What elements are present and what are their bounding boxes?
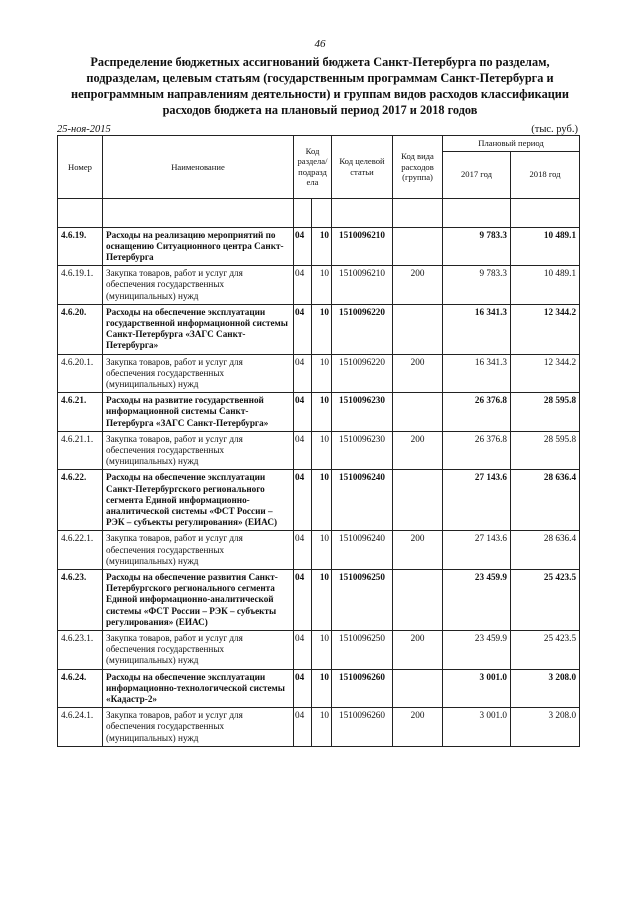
cell-name: Расходы на обеспечение развития Санкт-Петербургского регионального сегмента Единой информационно-аналитической системы «ФСТ России – РЭК – субъекты регулирования» (ЕИАС) xyxy=(103,569,294,630)
table-row xyxy=(58,531,580,570)
cell-subsection: 10 xyxy=(312,531,332,570)
cell-number: 4.6.19. xyxy=(58,227,103,266)
cell-2017: 9 783.3 xyxy=(443,266,511,305)
cell-2017: 23 459.9 xyxy=(443,569,511,630)
cell-article: 1510096210 xyxy=(332,227,393,266)
cell-section: 04 xyxy=(294,431,312,470)
cell-name: Закупка товаров, работ и услуг для обеспечения государственных (муниципальных) нужд xyxy=(103,431,294,470)
table-row xyxy=(58,393,580,432)
cell-group: 200 xyxy=(393,531,443,570)
cell-name: Закупка товаров, работ и услуг для обеспечения государственных (муниципальных) нужд xyxy=(103,266,294,305)
cell-2017: 27 143.6 xyxy=(443,531,511,570)
cell-name: Расходы на обеспечение эксплуатации государственной информационной системы Санкт-Петербурга «ЗАГС Санкт-Петербурга» xyxy=(103,304,294,354)
document-title: Распределение бюджетных ассигнований бюджета Санкт-Петербурга по разделам, подразделам, целевым статьям (государственным программам Санкт-Петербурга и непрограммным направлениям деятельности) и группам видов расходов классификации расходов бюджета на плановый период 2017 и 2018 годов xyxy=(71,55,569,117)
cell-subsection: 10 xyxy=(312,304,332,354)
cell-article: 1510096240 xyxy=(332,470,393,531)
cell-group xyxy=(393,470,443,531)
cell-subsection: 10 xyxy=(312,470,332,531)
cell-subsection: 10 xyxy=(312,431,332,470)
cell-group xyxy=(393,304,443,354)
budget-table xyxy=(57,135,580,747)
table-row xyxy=(58,470,580,531)
table-row xyxy=(58,631,580,670)
table-body xyxy=(58,198,580,746)
table-row xyxy=(58,354,580,393)
cell-2017: 23 459.9 xyxy=(443,631,511,670)
cell-2018: 10 489.1 xyxy=(511,266,580,305)
table-row xyxy=(58,669,580,708)
units-label: (тыс. руб.) xyxy=(531,124,578,135)
cell-article: 1510096220 xyxy=(332,354,393,393)
cell-section: 04 xyxy=(294,227,312,266)
cell-article: 1510096250 xyxy=(332,631,393,670)
cell-section: 04 xyxy=(294,393,312,432)
cell-group xyxy=(393,393,443,432)
cell-group: 200 xyxy=(393,631,443,670)
cell-subsection: 10 xyxy=(312,569,332,630)
document-date: 25-ноя-2015 xyxy=(57,124,111,135)
cell-number: 4.6.23.1. xyxy=(58,631,103,670)
cell-group xyxy=(393,227,443,266)
cell-2018: 3 208.0 xyxy=(511,669,580,708)
cell-section: 04 xyxy=(294,708,312,747)
cell-number: 4.6.21. xyxy=(58,393,103,432)
cell-2017: 27 143.6 xyxy=(443,470,511,531)
cell-2017: 16 341.3 xyxy=(443,304,511,354)
cell-number: 4.6.24. xyxy=(58,669,103,708)
cell-group xyxy=(393,569,443,630)
cell-2018: 25 423.5 xyxy=(511,631,580,670)
cell-group: 200 xyxy=(393,431,443,470)
cell-article: 1510096250 xyxy=(332,569,393,630)
header-2018: 2018 год xyxy=(511,151,580,198)
cell-group: 200 xyxy=(393,708,443,747)
cell-2017: 26 376.8 xyxy=(443,393,511,432)
header-name: Наименование xyxy=(103,136,294,199)
table-row xyxy=(58,304,580,354)
cell-name: Расходы на развитие государственной информационной системы Санкт-Петербурга «ЗАГС Санкт-Петербурга» xyxy=(103,393,294,432)
cell-article: 1510096230 xyxy=(332,393,393,432)
cell-section: 04 xyxy=(294,531,312,570)
cell-name: Закупка товаров, работ и услуг для обеспечения государственных (муниципальных) нужд xyxy=(103,531,294,570)
table-row xyxy=(58,266,580,305)
page-number: 46 xyxy=(314,38,326,50)
cell-article: 1510096230 xyxy=(332,431,393,470)
header-section: Код раздела/ подразд ела xyxy=(294,136,332,199)
cell-number: 4.6.23. xyxy=(58,569,103,630)
header-group: Код вида расходов (группа) xyxy=(393,136,443,199)
cell-name: Расходы на обеспечение эксплуатации информационно-технологической системы «Кадастр-2» xyxy=(103,669,294,708)
cell-2018: 3 208.0 xyxy=(511,708,580,747)
cell-number: 4.6.19.1. xyxy=(58,266,103,305)
cell-name: Расходы на реализацию мероприятий по оснащению Ситуационного центра Санкт-Петербурга xyxy=(103,227,294,266)
table-row xyxy=(58,431,580,470)
cell-2018: 12 344.2 xyxy=(511,354,580,393)
cell-2017: 3 001.0 xyxy=(443,669,511,708)
cell-subsection: 10 xyxy=(312,669,332,708)
cell-group xyxy=(393,669,443,708)
table-row xyxy=(58,227,580,266)
header-2017: 2017 год xyxy=(443,151,511,198)
cell-article: 1510096260 xyxy=(332,669,393,708)
cell-2018: 12 344.2 xyxy=(511,304,580,354)
cell-2018: 25 423.5 xyxy=(511,569,580,630)
cell-section: 04 xyxy=(294,354,312,393)
cell-subsection: 10 xyxy=(312,227,332,266)
cell-section: 04 xyxy=(294,304,312,354)
cell-number: 4.6.21.1. xyxy=(58,431,103,470)
cell-number: 4.6.20. xyxy=(58,304,103,354)
header-period: Плановый период xyxy=(443,136,580,152)
cell-2018: 28 636.4 xyxy=(511,531,580,570)
cell-group: 200 xyxy=(393,266,443,305)
spacer-row xyxy=(58,198,580,227)
cell-section: 04 xyxy=(294,669,312,708)
cell-subsection: 10 xyxy=(312,266,332,305)
cell-article: 1510096260 xyxy=(332,708,393,747)
cell-subsection: 10 xyxy=(312,393,332,432)
cell-number: 4.6.22. xyxy=(58,470,103,531)
cell-section: 04 xyxy=(294,470,312,531)
cell-subsection: 10 xyxy=(312,631,332,670)
table-row xyxy=(58,569,580,630)
cell-section: 04 xyxy=(294,266,312,305)
cell-group: 200 xyxy=(393,354,443,393)
cell-name: Закупка товаров, работ и услуг для обеспечения государственных (муниципальных) нужд xyxy=(103,708,294,747)
cell-article: 1510096210 xyxy=(332,266,393,305)
cell-name: Закупка товаров, работ и услуг для обеспечения государственных (муниципальных) нужд xyxy=(103,631,294,670)
cell-2018: 28 595.8 xyxy=(511,431,580,470)
cell-number: 4.6.20.1. xyxy=(58,354,103,393)
cell-2017: 26 376.8 xyxy=(443,431,511,470)
table-row xyxy=(58,708,580,747)
cell-section: 04 xyxy=(294,569,312,630)
cell-2017: 16 341.3 xyxy=(443,354,511,393)
cell-subsection: 10 xyxy=(312,354,332,393)
cell-2017: 3 001.0 xyxy=(443,708,511,747)
cell-article: 1510096240 xyxy=(332,531,393,570)
cell-section: 04 xyxy=(294,631,312,670)
cell-number: 4.6.22.1. xyxy=(58,531,103,570)
header-number: Номер xyxy=(58,136,103,199)
cell-number: 4.6.24.1. xyxy=(58,708,103,747)
header-article: Код целевой статьи xyxy=(332,136,393,199)
cell-article: 1510096220 xyxy=(332,304,393,354)
cell-2018: 10 489.1 xyxy=(511,227,580,266)
cell-subsection: 10 xyxy=(312,708,332,747)
cell-name: Закупка товаров, работ и услуг для обеспечения государственных (муниципальных) нужд xyxy=(103,354,294,393)
cell-2018: 28 636.4 xyxy=(511,470,580,531)
cell-2017: 9 783.3 xyxy=(443,227,511,266)
cell-2018: 28 595.8 xyxy=(511,393,580,432)
cell-name: Расходы на обеспечение эксплуатации Санкт-Петербургского регионального сегмента Единой информационно-аналитической системы «ФСТ России – РЭК – субъекты регулирования» (ЕИАС) xyxy=(103,470,294,531)
